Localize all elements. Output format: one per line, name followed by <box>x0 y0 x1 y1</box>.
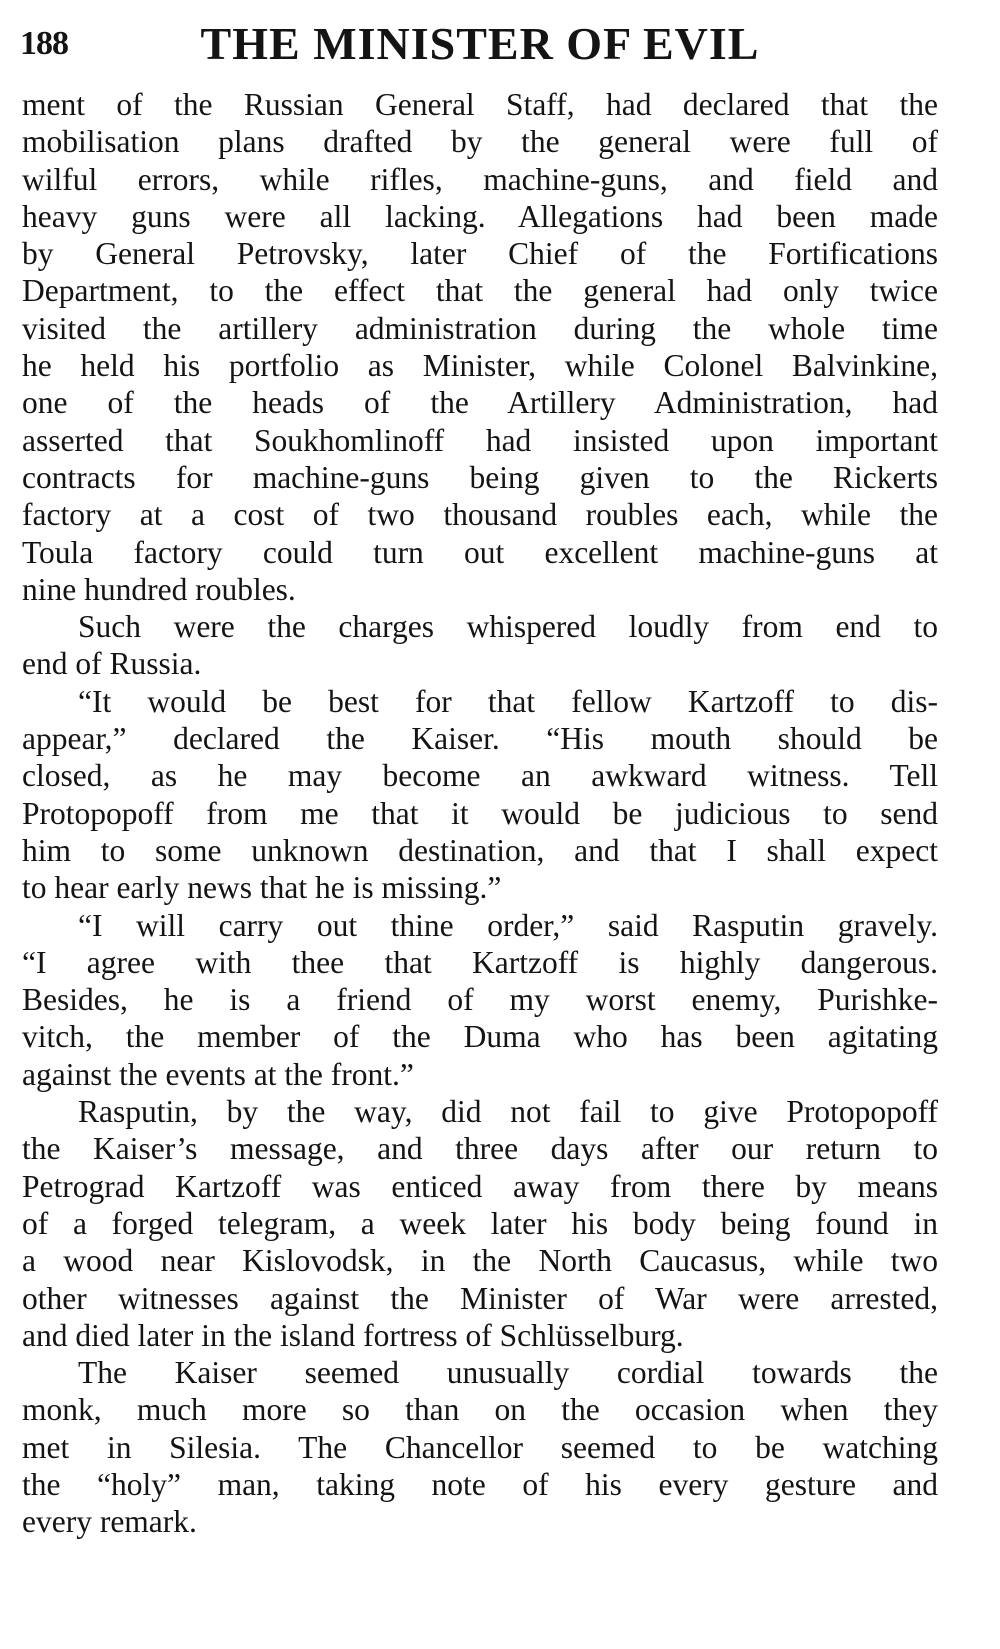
text-line: appear,” declared the Kaiser. “His mouth should be <box>22 721 938 757</box>
text-line: he held his portfolio as Minister, while Colonel Balvinkine, <box>22 348 938 384</box>
text-line: “I agree with thee that Kartzoff is highly dangerous. <box>22 944 938 980</box>
text-line: Toula factory could turn out excellent machine-guns at <box>22 534 938 570</box>
text-line: Besides, he is a friend of my worst enemy, Purishke- <box>22 982 938 1018</box>
text-line: closed, as he may become an awkward witness. Tell <box>22 758 938 794</box>
text-line: of a forged telegram, a week later his body being found in <box>22 1205 938 1241</box>
text-line: by General Petrovsky, later Chief of the Fortifications <box>22 236 938 272</box>
text-line: one of the heads of the Artillery Administration, had <box>22 385 938 421</box>
text-line: mobilisation plans drafted by the general were full of <box>22 124 938 160</box>
text-line: the Kaiser’s message, and three days after our return to <box>22 1131 938 1167</box>
text-line: Protopopoff from me that it would be judicious to send <box>22 795 938 831</box>
text-line: to hear early news that he is missing.” <box>22 870 502 906</box>
text-line: against the events at the front.” <box>22 1056 414 1092</box>
text-line: Petrograd Kartzoff was enticed away from there by means <box>22 1168 938 1204</box>
text-line: “I will carry out thine order,” said Rasputin gravely. <box>78 907 938 943</box>
text-line: “It would be best for that fellow Kartzoff to dis- <box>78 683 938 719</box>
text-line: met in Silesia. The Chancellor seemed to be watching <box>22 1429 938 1465</box>
text-line: end of Russia. <box>22 646 202 682</box>
text-line: him to some unknown destination, and that I shall expect <box>22 832 938 868</box>
text-line: the “holy” man, taking note of his every gesture and <box>22 1466 938 1502</box>
text-line: ment of the Russian General Staff, had declared that the <box>22 87 938 122</box>
text-line: nine hundred roubles. <box>22 571 296 607</box>
text-line: contracts for machine-guns being given to the Rickerts <box>22 459 938 495</box>
text-line: asserted that Soukhomlinoff had insisted upon important <box>22 422 938 458</box>
text-line: Department, to the effect that the general had only twice <box>22 273 938 309</box>
text-line: heavy guns were all lacking. Allegations had been made <box>22 198 938 234</box>
text-line: monk, much more so than on the occasion when they <box>22 1392 938 1428</box>
text-line: and died later in the island fortress of Schlüsselburg. <box>22 1317 684 1353</box>
page-number: 188 <box>20 25 68 62</box>
body-text <box>22 86 938 1541</box>
text-line: wilful errors, while rifles, machine-guns, and field and <box>22 161 938 197</box>
text-line: Such were the charges whispered loudly from end to <box>78 609 938 645</box>
text-line: every remark. <box>22 1504 197 1540</box>
text-line: Rasputin, by the way, did not fail to give Protopopoff <box>78 1094 938 1130</box>
text-line: factory at a cost of two thousand roubles each, while the <box>22 497 938 533</box>
text-line: vitch, the member of the Duma who has been agitating <box>22 1019 938 1055</box>
page-header <box>20 14 940 76</box>
running-title: THE MINISTER OF EVIL <box>200 18 760 69</box>
text-line: The Kaiser seemed unusually cordial towards the <box>78 1355 938 1391</box>
text-line: visited the artillery administration during the whole time <box>22 310 938 346</box>
text-line: other witnesses against the Minister of War were arrested, <box>22 1280 938 1316</box>
text-line: a wood near Kislovodsk, in the North Caucasus, while two <box>22 1243 938 1279</box>
